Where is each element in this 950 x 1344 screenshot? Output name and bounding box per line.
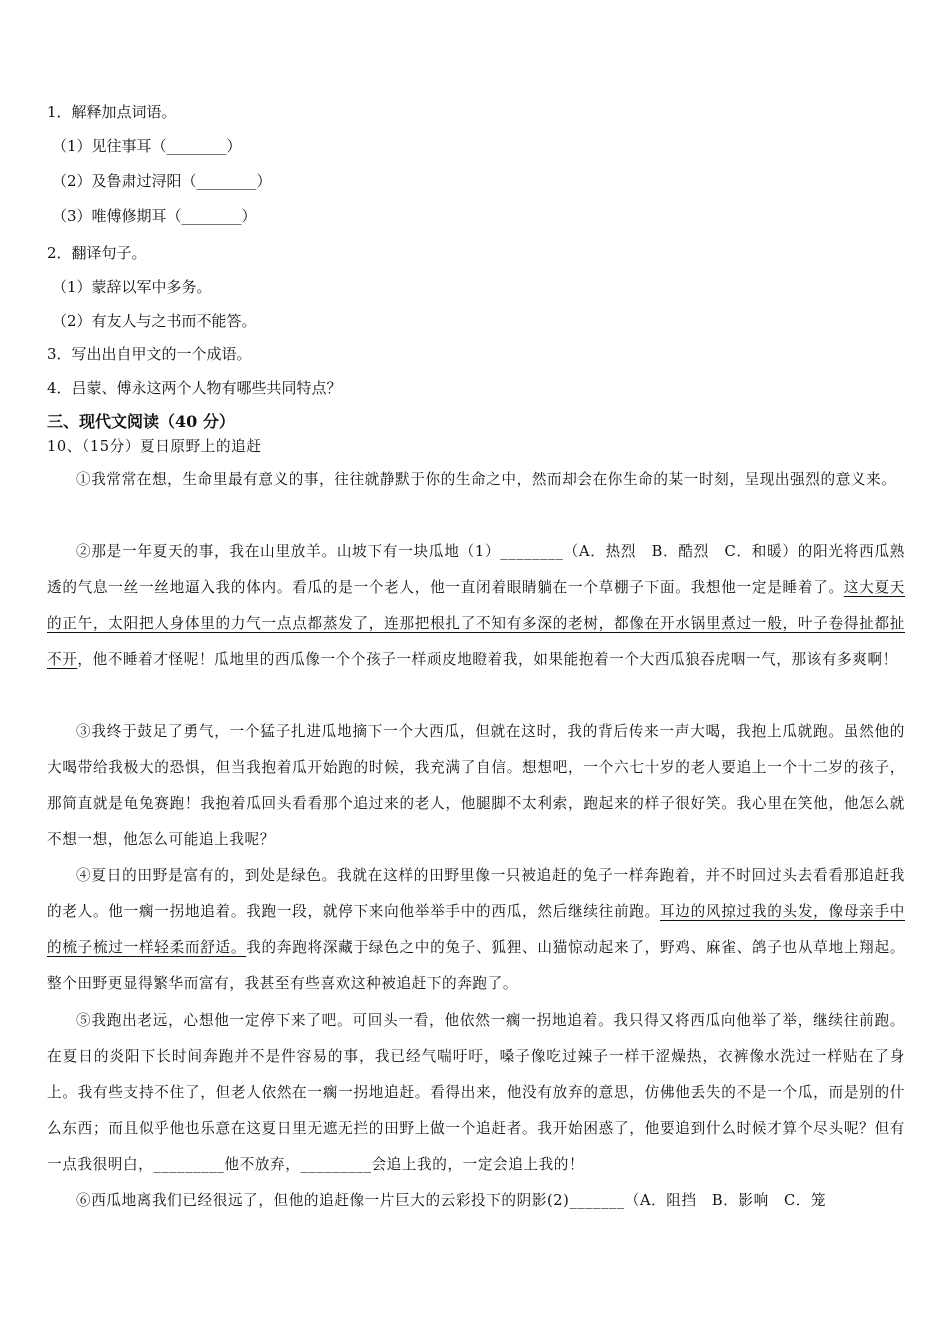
paragraph-4-text-a: ④夏日的田野是富有的，到处是绿色。我就在这样的田野里像一只被追赶的兔子一样奔跑着，并不时回过头去看看那追赶我的老人。他一瘸一拐地追着。我跑一段，就停下来向他举举手中的西瓜，然后继续往前跑。 <box>47 867 905 920</box>
paragraph-4-underlined: 耳边的风掠过我的头发，像母亲手中的梳子梳过一样轻柔而舒适。 <box>47 903 905 956</box>
article-title: 10、（15分）夏日原野上的追赶 <box>47 438 262 455</box>
paragraph-4 <box>47 858 905 1002</box>
question-2-item-1: （1）蒙辞以军中多务。 <box>52 278 212 296</box>
paragraph-2 <box>47 534 905 678</box>
question-4: 4．吕蒙、傅永这两个人物有哪些共同特点？ <box>47 379 342 397</box>
question-3: 3．写出出自甲文的一个成语。 <box>47 345 252 363</box>
paragraph-2-text-a: ②那是一年夏天的事，我在山里放羊。山坡下有一块瓜地（1）________（A．热烈 B．酷烈 C．和暖）的阳光将西瓜熟透的气息一丝一丝地逼入我的体内。看瓜的是一个老人，他一直闭着眼睛躺在一个草棚子下面。我想他一定是睡着了。 <box>47 543 905 596</box>
paragraph-5: ⑤我跑出老远，心想他一定停下来了吧。可回头一看，他依然一瘸一拐地追着。我只得又将西瓜向他举了举，继续往前跑。在夏日的炎阳下长时间奔跑并不是件容易的事，我已经气喘吁吁，嗓子像吃过辣子一样干涩燥热，衣裤像水洗过一样贴在了身上。我有些支持不住了，但老人依然在一瘸一拐地追赶。看得出来，他没有放弃的意思，仿佛他丢失的不是一个瓜，而是别的什么东西；而且似乎他也乐意在这夏日里无遮无拦的田野上做一个追赶者。我开始困惑了，他要追到什么时候才算个尽头呢？但有一点我很明白，_________他不放弃，_________会追上我的，一定会追上我的！ <box>47 1012 905 1173</box>
paragraph-6: ⑥西瓜地离我们已经很远了，但他的追赶像一片巨大的云彩投下的阴影(2)_______（A．阻挡 B．影响 C．笼 <box>76 1192 827 1209</box>
question-1: 1．解释加点词语。 <box>47 103 177 121</box>
paragraph-3: ③我终于鼓足了勇气，一个猛子扎进瓜地摘下一个大西瓜，但就在这时，我的背后传来一声大喝，我抱上瓜就跑。虽然他的大喝带给我极大的恐惧，但当我抱着瓜开始跑的时候，我充满了自信。想想吧，一个六七十岁的老人要追上一个十二岁的孩子，那简直就是龟兔赛跑！我抱着瓜回头看看那个追过来的老人，他腿脚不太利索，跑起来的样子很好笑。我心里在笑他，他怎么就不想一想，他怎么可能追上我呢？ <box>47 723 905 848</box>
paragraph-2-text-b: ，他不睡着才怪呢！瓜地里的西瓜像一个个孩子一样顽皮地瞪着我，如果能抱着一个大西瓜狼吞虎咽一气，那该有多爽啊！ <box>77 651 898 668</box>
question-1-item-1: （1）见往事耳（________） <box>52 137 242 155</box>
question-1-item-2: （2）及鲁肃过浔阳（________） <box>52 172 272 190</box>
paragraph-1: ①我常常在想，生命里最有意义的事，往往就静默于你的生命之中，然而却会在你生命的某一时刻，呈现出强烈的意义来。 <box>76 471 897 488</box>
question-1-item-3: （3）唯傅修期耳（________） <box>52 207 257 225</box>
paragraph-2-underlined: 这大夏天的正午，太阳把人身体里的力气一点点都蒸发了，连那把根扎了不知有多深的老树，都像在开水锅里煮过一般，叶子卷得扯都扯不开 <box>47 579 905 668</box>
question-2-item-2: （2）有友人与之书而不能答。 <box>52 312 257 330</box>
section-heading: 三、现代文阅读（40 分） <box>47 412 235 431</box>
question-2: 2．翻译句子。 <box>47 244 147 262</box>
paragraph-4-text-b: 我的奔跑将深藏于绿色之中的兔子、狐狸、山猫惊动起来了，野鸡、麻雀、鸽子也从草地上翔起。整个田野更显得繁华而富有，我甚至有些喜欢这种被追赶下的奔跑了。 <box>47 939 905 992</box>
